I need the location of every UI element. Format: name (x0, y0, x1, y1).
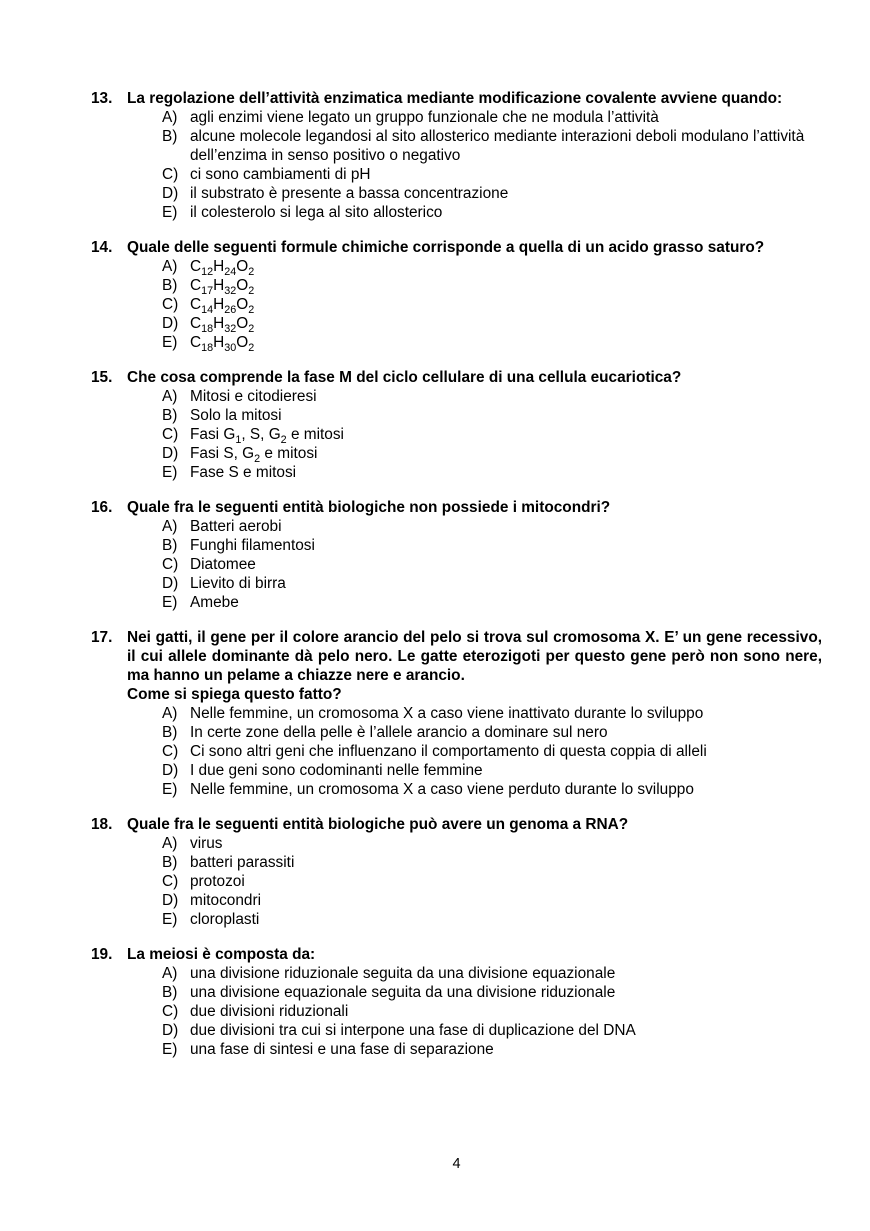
option-row (91, 108, 822, 127)
question-stem (127, 238, 822, 257)
option-letter: E) (162, 464, 178, 481)
option-text: Batteri aerobi (190, 518, 282, 535)
option-letter: E) (162, 204, 178, 221)
option-letter: E) (162, 911, 178, 928)
stem-paragraph: Quale fra le seguenti entità biologiche può avere un genoma a RNA? (127, 816, 629, 833)
option-text: Lievito di birra (190, 575, 286, 592)
question-block (91, 498, 822, 612)
option-text: Amebe (190, 594, 239, 611)
option-text: una divisione equazionale seguita da una divisione riduzionale (190, 984, 616, 1001)
option-letter: A) (162, 518, 178, 535)
option-letter: E) (162, 1041, 178, 1058)
option-letter: C) (162, 556, 179, 573)
option-row (91, 184, 822, 203)
question-number: 18. (91, 816, 113, 833)
question-head (91, 498, 822, 517)
question-stem (127, 89, 822, 108)
option-letter: E) (162, 334, 178, 351)
option-row (91, 910, 822, 929)
option-letter: D) (162, 575, 179, 592)
option-row (91, 295, 822, 317)
question-block (91, 815, 822, 929)
option-text: Fase S e mitosi (190, 464, 297, 481)
option-text: $C_{14}H_{26}O_2$ (190, 296, 255, 317)
option-row (91, 425, 822, 447)
option-letter: D) (162, 892, 179, 909)
option-row (91, 593, 822, 612)
option-text: una fase di sintesi e una fase di separazione (190, 1041, 494, 1058)
option-letter: A) (162, 258, 178, 275)
option-text: mitocondri (190, 892, 261, 909)
option-text: una divisione riduzionale seguita da una divisione equazionale (190, 965, 616, 982)
option-row (91, 983, 822, 1002)
option-letter: B) (162, 407, 178, 424)
page-number: 4 (452, 1156, 461, 1172)
option-text: Fasi S, $G_2$ e mitosi (190, 445, 318, 466)
options (91, 964, 822, 1059)
stem-paragraph: Come si spiega questo fatto? (127, 686, 342, 703)
option-text: alcune molecole legandosi al sito allosterico mediante interazioni deboli modulano l’attività dell’enzima in senso positivo o negativo (190, 128, 805, 164)
question-head (91, 89, 822, 108)
option-row (91, 704, 822, 723)
question-number: 14. (91, 239, 113, 256)
stem-paragraph: Quale delle seguenti formule chimiche corrisponde a quella di un acido grasso saturo? (127, 239, 765, 256)
stem-paragraph: Nei gatti, il gene per il colore arancio del pelo si trova sul cromosoma X. E’ un gene recessivo, il cui allele dominante dà pelo nero. Le gatte eterozigoti per questo gene però non sono nere, ma hanno un pelame a chiazze nere e arancio. (127, 629, 822, 684)
option-letter: C) (162, 166, 179, 183)
questions (91, 89, 822, 1075)
question-number: 16. (91, 499, 113, 516)
option-row (91, 165, 822, 184)
option-text: Mitosi e citodieresi (190, 388, 317, 405)
option-text: Fasi $G_1$, S, $G_2$ e mitosi (190, 426, 344, 447)
option-text: Funghi filamentosi (190, 537, 315, 554)
option-row (91, 853, 822, 872)
question-head (91, 945, 822, 964)
question-head (91, 238, 822, 257)
option-text: $C_{17}H_{32}O_2$ (190, 277, 255, 298)
options (91, 704, 822, 799)
question-stem (127, 945, 822, 964)
option-row (91, 517, 822, 536)
option-text: il substrato è presente a bassa concentrazione (190, 185, 509, 202)
option-text: $C_{18}H_{32}O_2$ (190, 315, 255, 336)
option-row (91, 536, 822, 555)
option-letter: B) (162, 128, 178, 145)
option-row (91, 333, 822, 355)
option-letter: C) (162, 873, 179, 890)
option-row (91, 555, 822, 574)
option-text: due divisioni tra cui si interpone una fase di duplicazione del DNA (190, 1022, 636, 1039)
option-letter: B) (162, 537, 178, 554)
option-text: In certe zone della pelle è l’allele arancio a dominare sul nero (190, 724, 608, 741)
option-text: due divisioni riduzionali (190, 1003, 349, 1020)
stem-paragraph: Che cosa comprende la fase M del ciclo cellulare di una cellula eucariotica? (127, 369, 682, 386)
option-row (91, 1002, 822, 1021)
option-letter: E) (162, 781, 178, 798)
option-letter: A) (162, 965, 178, 982)
option-text: protozoi (190, 873, 245, 890)
question-head (91, 628, 822, 704)
options (91, 387, 822, 482)
option-row (91, 742, 822, 761)
question-stem (127, 368, 822, 387)
stem-paragraph: La meiosi è composta da: (127, 946, 316, 963)
option-text: il colesterolo si lega al sito allosterico (190, 204, 443, 221)
option-text: cloroplasti (190, 911, 260, 928)
option-row (91, 276, 822, 298)
option-letter: B) (162, 724, 178, 741)
option-text: Ci sono altri geni che influenzano il comportamento di questa coppia di alleli (190, 743, 707, 760)
option-row (91, 891, 822, 910)
option-letter: C) (162, 296, 179, 313)
option-row (91, 1021, 822, 1040)
question-block (91, 368, 822, 482)
question-stem (127, 498, 822, 517)
option-letter: C) (162, 426, 179, 443)
option-letter: A) (162, 109, 178, 126)
option-row (91, 872, 822, 891)
option-text: Diatomee (190, 556, 256, 573)
option-row (91, 1040, 822, 1059)
question-block (91, 89, 822, 222)
option-text: $C_{12}H_{24}O_2$ (190, 258, 255, 279)
option-text: Nelle femmine, un cromosoma X a caso viene inattivato durante lo sviluppo (190, 705, 704, 722)
stem-paragraph: La regolazione dell’attività enzimatica mediante modificazione covalente avviene quando: (127, 90, 783, 107)
option-row (91, 444, 822, 466)
option-row (91, 723, 822, 742)
option-row (91, 406, 822, 425)
question-number: 19. (91, 946, 113, 963)
option-row (91, 964, 822, 983)
option-text: batteri parassiti (190, 854, 295, 871)
option-row (91, 257, 822, 279)
question-number: 15. (91, 369, 113, 386)
option-row (91, 834, 822, 853)
option-letter: D) (162, 762, 179, 779)
option-text: Nelle femmine, un cromosoma X a caso viene perduto durante lo sviluppo (190, 781, 694, 798)
question-head (91, 815, 822, 834)
option-letter: C) (162, 1003, 179, 1020)
option-row (91, 387, 822, 406)
option-letter: A) (162, 835, 178, 852)
question-stem (127, 628, 822, 704)
option-row (91, 203, 822, 222)
option-text: I due geni sono codominanti nelle femmine (190, 762, 483, 779)
option-letter: A) (162, 388, 178, 405)
option-letter: E) (162, 594, 178, 611)
question-number: 17. (91, 629, 113, 646)
question-number: 13. (91, 90, 113, 107)
option-text: $C_{18}H_{30}O_2$ (190, 334, 255, 355)
option-text: agli enzimi viene legato un gruppo funzionale che ne modula l’attività (190, 109, 659, 126)
option-letter: D) (162, 315, 179, 332)
question-stem (127, 815, 822, 834)
option-row (91, 314, 822, 336)
stem-paragraph: Quale fra le seguenti entità biologiche non possiede i mitocondri? (127, 499, 611, 516)
option-row (91, 127, 822, 165)
option-letter: C) (162, 743, 179, 760)
question-block (91, 945, 822, 1059)
options (91, 834, 822, 929)
option-row (91, 761, 822, 780)
question-block (91, 628, 822, 799)
options (91, 257, 822, 355)
option-text: ci sono cambiamenti di pH (190, 166, 371, 183)
option-text: virus (190, 835, 223, 852)
option-row (91, 463, 822, 482)
option-letter: D) (162, 185, 179, 202)
option-row (91, 780, 822, 799)
option-letter: D) (162, 445, 179, 462)
option-letter: B) (162, 277, 178, 294)
question-head (91, 368, 822, 387)
option-text: Solo la mitosi (190, 407, 282, 424)
option-letter: A) (162, 705, 178, 722)
option-letter: B) (162, 984, 178, 1001)
question-block (91, 238, 822, 355)
options (91, 108, 822, 222)
option-letter: B) (162, 854, 178, 871)
option-row (91, 574, 822, 593)
option-letter: D) (162, 1022, 179, 1039)
options (91, 517, 822, 612)
